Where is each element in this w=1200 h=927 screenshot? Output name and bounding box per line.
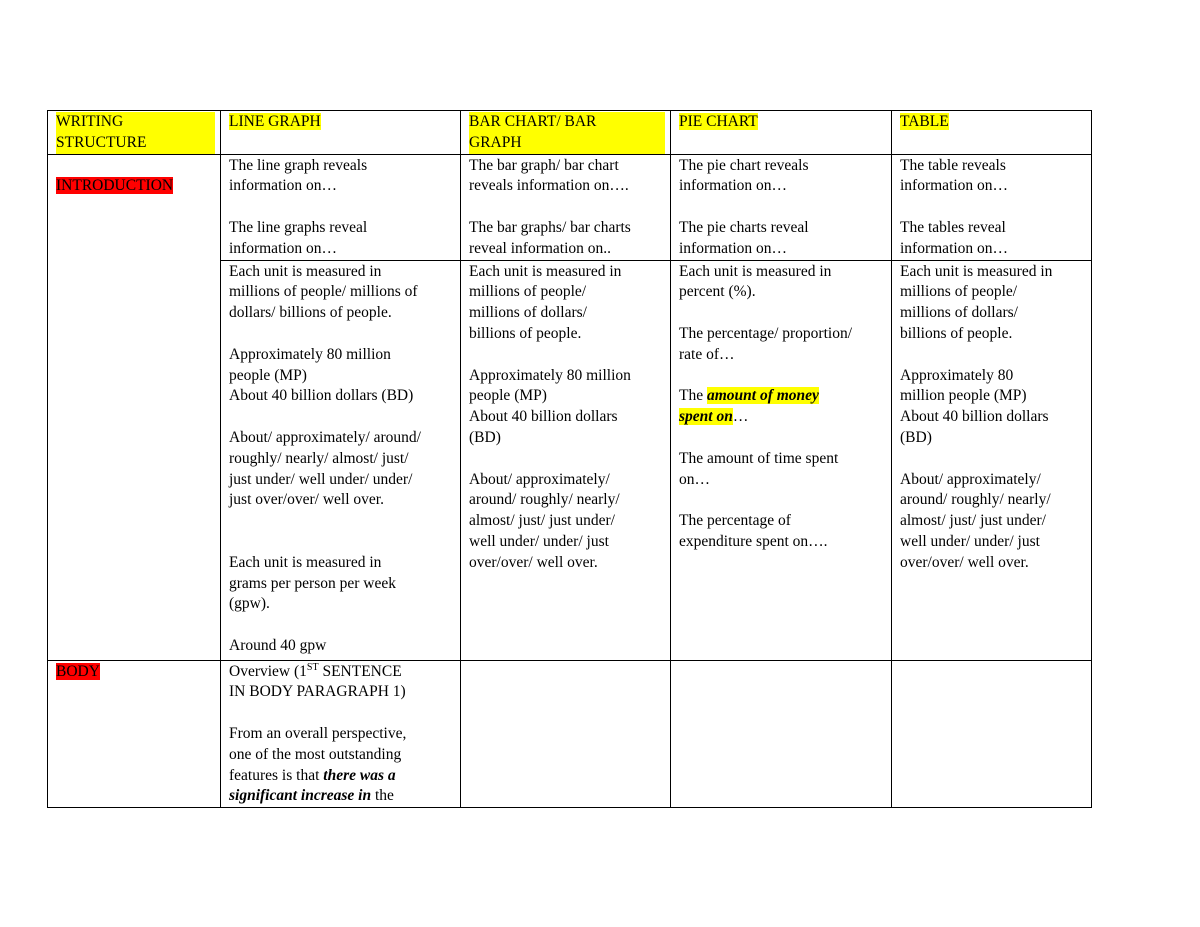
body-label-cell xyxy=(48,660,221,808)
intro-bar-chart-cell xyxy=(461,154,671,260)
intro-line-graph-cell xyxy=(221,154,461,260)
header-table: TABLE xyxy=(900,113,949,130)
units-bar-chart-p1: Each unit is measured in millions of people/ millions of dollars/ billions of people. xyxy=(469,262,622,342)
spent-on-highlight: spent on xyxy=(679,408,733,426)
units-pie-chart-p5: The percentage of expenditure spent on…. xyxy=(679,512,828,550)
overview-para-bold-a: there was a xyxy=(323,766,396,784)
body-line-graph-cell xyxy=(221,660,461,808)
header-bar-chart-cell xyxy=(461,111,671,155)
units-bar-chart-cell xyxy=(461,260,671,660)
header-pie-chart-cell xyxy=(671,111,892,155)
units-line-graph-cell xyxy=(221,260,461,660)
amount-of-money-highlight: amount of money xyxy=(706,387,819,405)
units-line-graph-p1: Each unit is measured in millions of people/ millions of dollars/ billions of people. xyxy=(229,262,418,322)
units-pie-chart-p1: Each unit is measured in percent (%). xyxy=(679,262,832,301)
units-table-p2: Approximately 80 million people (MP) About 40 billion dollars (BD) xyxy=(900,366,1049,446)
units-line-graph-p4: Each unit is measured in grams per person per week (gpw). xyxy=(229,553,396,613)
header-row xyxy=(48,111,1092,155)
units-pie-chart-cell xyxy=(671,260,892,660)
intro-bar-chart-plural: The bar graphs/ bar charts reveal information on.. xyxy=(469,218,631,257)
body-bar-chart-cell xyxy=(461,660,671,808)
introduction-label-cell xyxy=(48,154,221,660)
units-line-graph-p5: Around 40 gpw xyxy=(229,636,327,654)
units-bar-chart-p3: About/ approximately/ around/ roughly/ nearly/ almost/ just/ just under/ well under/ under/ just over/over/ well over. xyxy=(469,470,620,571)
units-pie-chart-p3 xyxy=(679,386,886,428)
intro-pie-chart-singular: The pie chart reveals information on… xyxy=(679,156,809,195)
intro-row xyxy=(48,154,1092,260)
header-bar-chart: BAR CHART/ BAR GRAPH xyxy=(469,112,665,154)
intro-line-graph-singular: The line graph reveals information on… xyxy=(229,156,368,195)
intro-table-singular: The table reveals information on… xyxy=(900,156,1009,195)
overview-para-end: the xyxy=(371,787,394,805)
body-overview-paragraph xyxy=(229,724,455,807)
body-row xyxy=(48,660,1092,808)
intro-pie-chart-plural: The pie charts reveal information on… xyxy=(679,218,809,257)
intro-table-plural: The tables reveal information on… xyxy=(900,218,1009,257)
header-line-graph-cell xyxy=(221,111,461,155)
header-writing-structure: WRITING STRUCTURE xyxy=(56,112,215,154)
intro-pie-chart-cell xyxy=(671,154,892,260)
units-pie-chart-p2: The percentage/ proportion/ rate of… xyxy=(679,324,853,363)
overview-prefix: Overview (1 xyxy=(229,662,307,680)
overview-suffix: SENTENCE xyxy=(318,662,402,680)
units-pie-chart-p3-suffix: … xyxy=(732,408,749,426)
units-line-graph-p3: About/ approximately/ around/ roughly/ nearly/ almost/ just/ just under/ well under/ under/ just over/over/ well over. xyxy=(229,428,421,509)
units-table-p1: Each unit is measured in millions of people/ millions of dollars/ billions of people. xyxy=(900,262,1053,342)
overview-superscript: ST xyxy=(306,661,319,673)
writing-structure-table xyxy=(47,110,1092,808)
intro-bar-chart-singular: The bar graph/ bar chart reveals information on…. xyxy=(469,156,629,195)
units-table-cell xyxy=(892,260,1092,660)
overview-para-text: From an overall perspective, one of the most outstanding features is that xyxy=(229,724,407,784)
units-table-p3: About/ approximately/ around/ roughly/ nearly/ almost/ just/ just under/ well under/ under/ just over/over/ well over. xyxy=(900,470,1051,571)
intro-line-graph-plural: The line graphs reveal information on… xyxy=(229,218,368,257)
units-pie-chart-p3-prefix: The xyxy=(679,387,707,405)
body-table-cell xyxy=(892,660,1092,808)
intro-table-cell xyxy=(892,154,1092,260)
body-pie-chart-cell xyxy=(671,660,892,808)
header-pie-chart: PIE CHART xyxy=(679,113,758,130)
units-pie-chart-p4: The amount of time spent on… xyxy=(679,449,839,488)
body-label: BODY xyxy=(56,662,100,680)
units-line-graph-p2: Approximately 80 million people (MP) About 40 billion dollars (BD) xyxy=(229,345,414,405)
body-overview-heading xyxy=(229,662,455,704)
header-table-cell xyxy=(892,111,1092,155)
units-bar-chart-p2: Approximately 80 million people (MP) About 40 billion dollars (BD) xyxy=(469,366,631,446)
overview-line2: IN BODY PARAGRAPH 1) xyxy=(229,683,406,701)
header-writing-structure-cell xyxy=(48,111,221,155)
overview-para-bold-b: significant increase in xyxy=(229,787,372,805)
header-line-graph: LINE GRAPH xyxy=(229,113,321,130)
introduction-label: INTRODUCTION xyxy=(56,177,174,195)
